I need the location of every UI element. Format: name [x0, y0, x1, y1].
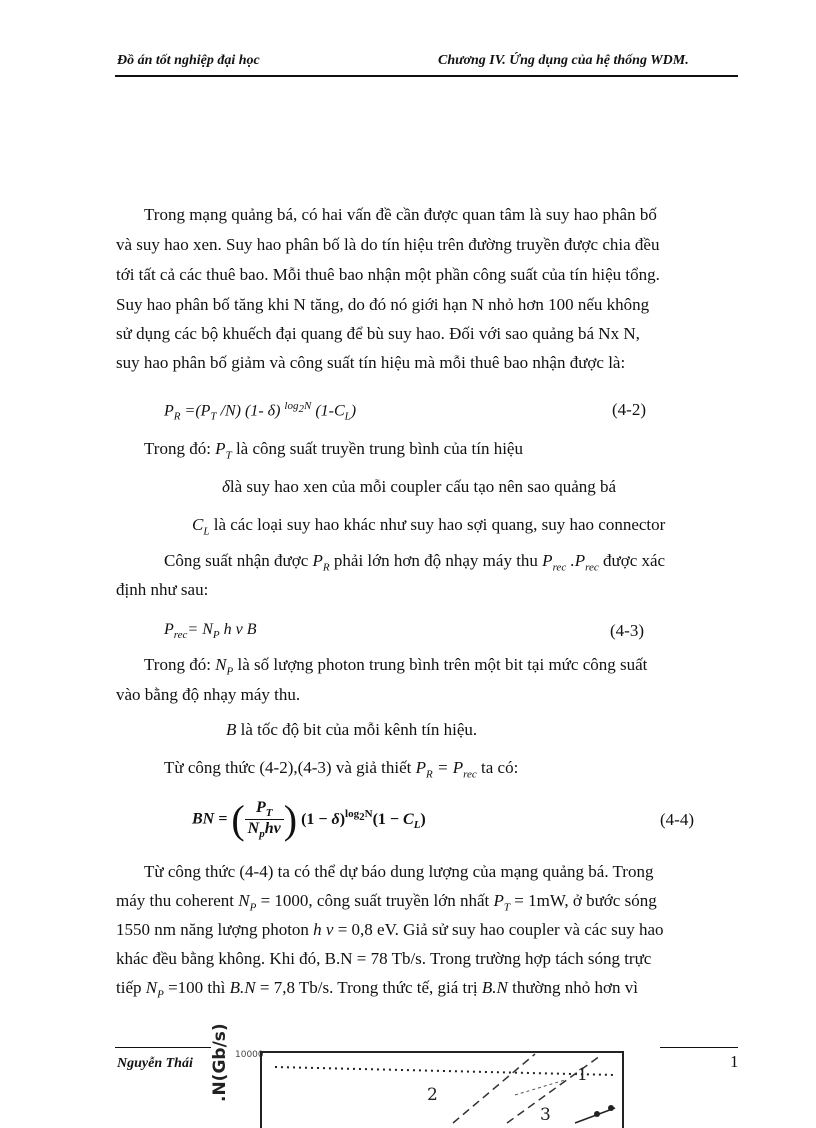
b-line: B là tốc độ bit của mỗi kênh tín hiệu.	[226, 720, 478, 739]
delta-line: δlà suy hao xen của mỗi coupler cấu tạo nên sao quảng bá	[222, 477, 617, 496]
para1-line2: và suy hao xen. Suy hao phân bố là do tín hiệu trên đường truyền được chia đều	[116, 235, 660, 254]
para2-line5: tiếp $N_P =100$ thì B.N = 7,8 Tb/s. Trong thức tế, giá trị B.N thường nhỏ hơn vì	[116, 978, 639, 1001]
equation-4-2: $P_R =(P_T$ /N) (1- δ) $^{log_2N}$ $(1-C_L)$	[164, 400, 357, 423]
np-line2: vào bằng độ nhạy máy thu.	[116, 685, 301, 704]
curve-3-point	[608, 1105, 614, 1111]
header-right: Chương IV. Ứng dụng của hệ thống WDM.	[438, 53, 689, 68]
equation-4-4: BN = ( $\frac{P_T}{N_ph\nu}$ ) $(1 - \delta)^{log_2N}(1 - C_L)$	[192, 797, 426, 842]
prec-line2: định như sau:	[116, 580, 209, 599]
curve-label-1: 1	[577, 1065, 588, 1085]
para2-line1: Từ công thức (4-4) ta có thể dự báo dung lượng của mạng quảng bá. Trong	[144, 862, 654, 881]
para1-line6: suy hao phân bố giảm và công suất tín hiệu mà mỗi thuê bao nhận được là:	[116, 353, 626, 372]
figure-fragment	[210, 1023, 625, 1125]
np-line1: Trong đó: $N_P$ là số lượng photon trung bình trên một bit tại mức công suất	[144, 655, 648, 678]
header-left: Đồ án tốt nghiệp đại học	[117, 53, 260, 68]
para1-line1: Trong mạng quảng bá, có hai vấn đề cần được quan tâm là suy hao phân bố	[144, 205, 657, 224]
para1-line4: Suy hao phân bố tăng khi N tăng, do đó nó giới hạn N nhỏ hơn 100 nếu không	[116, 295, 650, 314]
para2-line4: khác đều bằng không. Khi đó, B.N = 78 Tb/s. Trong trường hợp tách sóng trực	[116, 949, 652, 968]
figure-ytick: 10000	[235, 1050, 264, 1060]
prec-line1: Công suất nhận được $P_R$ phải lớn hơn độ nhạy máy thu $P_{rec}$ $.P_{rec}$ được xác	[164, 551, 666, 574]
footer-author: Nguyễn Thái	[117, 1056, 193, 1071]
curve-3-point	[594, 1111, 600, 1117]
where-pt-line: Trong đó: $P_T$ là công suất truyền trung bình của tín hiệu	[144, 439, 523, 462]
figure-svg	[210, 1023, 625, 1125]
from-line: Từ công thức (4-2),(4-3) và giả thiết $P_R = P_{rec}$ ta có:	[164, 758, 519, 781]
eq-number-4-4: (4-4)	[660, 810, 694, 829]
curve-label-3: 3	[540, 1105, 551, 1125]
para2-line3: 1550 nm năng lượng photon h ν = 0,8 eV. Giả sử suy hao coupler và các suy hao	[116, 920, 664, 939]
para1-line3: tới tất cả các thuê bao. Mỗi thuê bao nhận một phần công suất của tín hiệu tổng.	[116, 265, 660, 284]
figure-ylabel: .N(Gb/s)	[210, 1023, 230, 1102]
eq-number-4-3: (4-3)	[610, 621, 644, 640]
eq-number-4-2: (4-2)	[612, 400, 646, 419]
cl-line: $C_L$ là các loại suy hao khác như suy hao sợi quang, suy hao connector	[192, 515, 666, 538]
para2-line2: máy thu coherent $N_P = 1000$, công suất truyền lớn nhất $P_T = 1mW$, ở bước sóng	[116, 891, 657, 914]
para1-line5: sử dụng các bộ khuếch đại quang để bù suy hao. Đối với sao quảng bá Nx N,	[116, 324, 640, 343]
footer-rule-right	[660, 1047, 738, 1048]
equation-4-3: $P_{rec}= N_P$ h ν B	[164, 621, 257, 642]
footer-rule-left	[115, 1047, 211, 1048]
curve-label-2: 2	[427, 1085, 438, 1105]
footer-page-number: 1	[730, 1052, 739, 1071]
header-rule	[115, 75, 738, 77]
